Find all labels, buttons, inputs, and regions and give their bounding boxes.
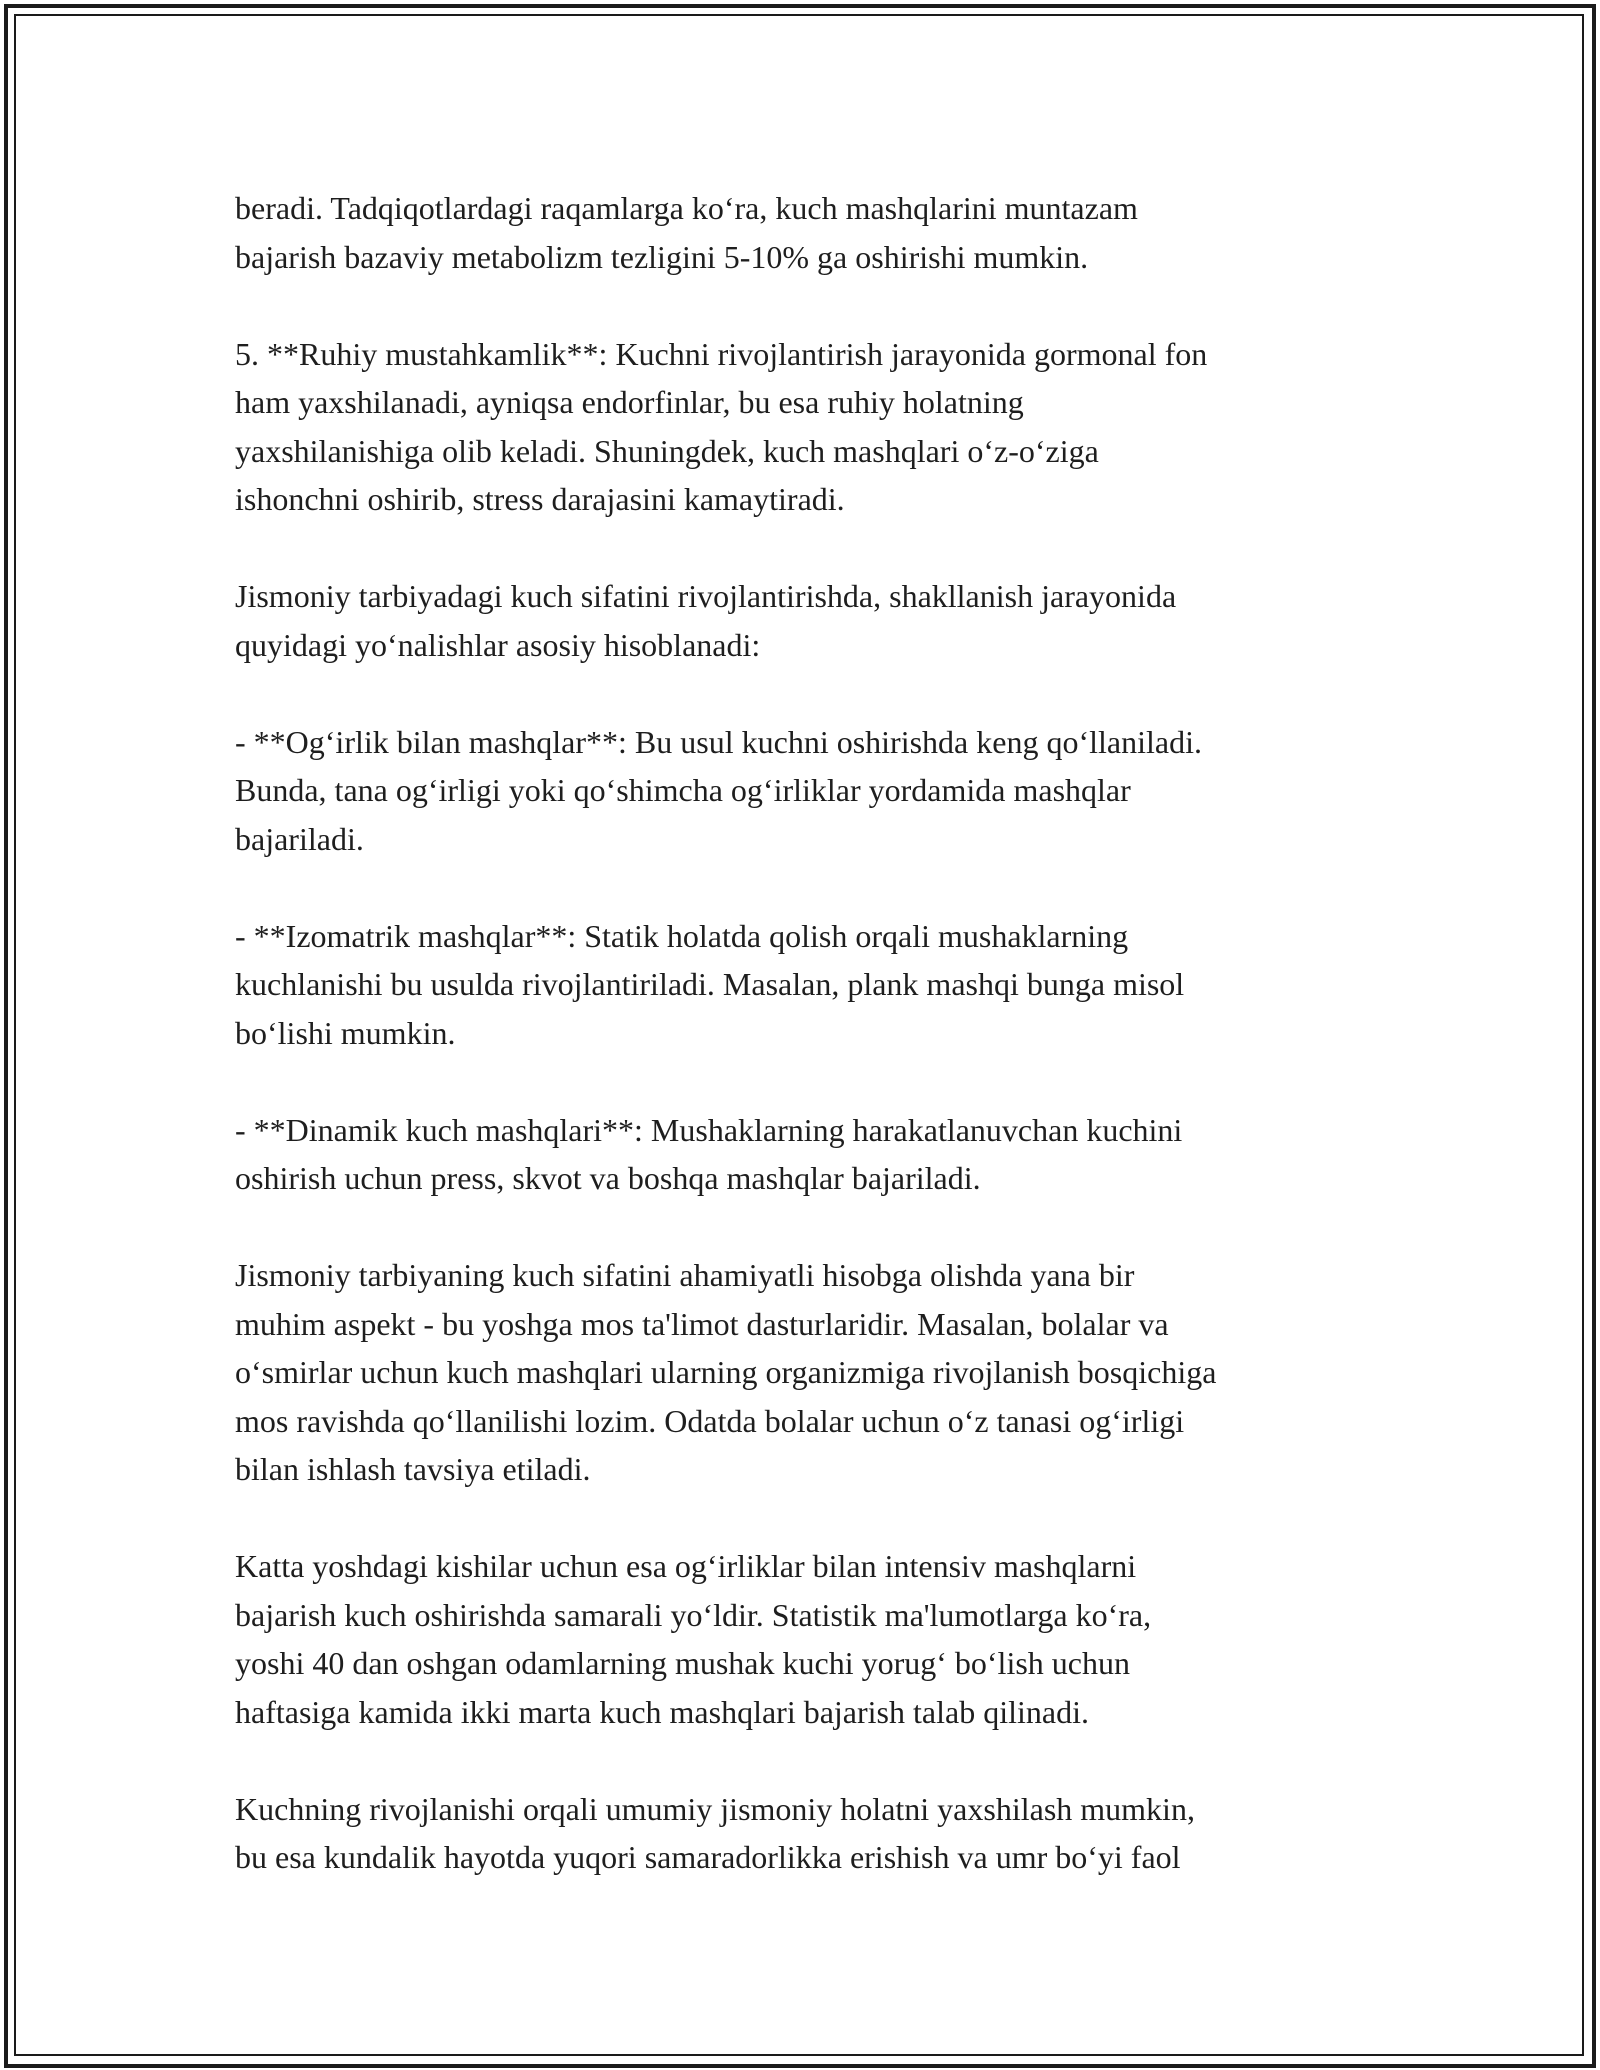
paragraph-conclusion: Kuchning rivojlanishi orqali umumiy jismoniy holatni yaxshilash mumkin, bu esa kundalik hayotda yuqori samaradorlikka erishish va umr bo‘yi faol — [235, 1790, 1195, 1875]
list-item-isometric-exercises: - **Izomatrik mashqlar**: Statik holatda qolish orqali mushaklarning kuchlanishi bu usulda rivojlantiriladi. Masalan, plank mashqi bunga misol bo‘lishi mumkin. — [235, 917, 1185, 1051]
paragraph-metabolism-continuation: beradi. Tadqiqotlardagi raqamlarga ko‘ra, kuch mashqlarini muntazam bajarish bazaviy metabolizm tezligini 5-10% ga oshirishi mumkin. — [235, 190, 1138, 275]
list-item-weight-exercises: - **Og‘irlik bilan mashqlar**: Bu usul kuchni oshirishda keng qo‘llaniladi. Bunda, tana og‘irligi yoki qo‘shimcha og‘irliklar yordamida mashqlar bajariladi. — [235, 723, 1202, 857]
paragraph-directions-intro: Jismoniy tarbiyadagi kuch sifatini rivojlantirishda, shakllanish jarayonida quyidagi yo‘nalishlar asosiy hisoblanadi: — [235, 578, 1177, 663]
document-body — [235, 184, 1385, 1882]
paragraph-age-programs: Jismoniy tarbiyaning kuch sifatini ahamiyatli hisobga olishda yana bir muhim aspekt - bu yoshga mos ta'limot dasturlaridir. Masalan, bolalar va o‘smirlar uchun kuch mashqlari ularning organizmiga rivojlanish bosqichiga mos ravishda qo‘llanilishi lozim. Odatda bolalar uchun o‘z tanasi og‘irligi bilan ishlash tavsiya etiladi. — [235, 1257, 1217, 1487]
paragraph-adults: Katta yoshdagi kishilar uchun esa og‘irliklar bilan intensiv mashqlarni bajarish kuch oshirishda samarali yo‘ldir. Statistik ma'lumotlarga ko‘ra, yoshi 40 dan oshgan odamlarning mushak kuchi yorug‘ bo‘lish uchun haftasiga kamida ikki marta kuch mashqlari bajarish talab qilinadi. — [235, 1548, 1152, 1730]
list-item-dynamic-exercises: - **Dinamik kuch mashqlari**: Mushaklarning harakatlanuvchan kuchini oshirish uchun press, skvot va boshqa mashqlar bajariladi. — [235, 1111, 1183, 1196]
paragraph-mental-resilience: 5. **Ruhiy mustahkamlik**: Kuchni rivojlantirish jarayonida gormonal fon ham yaxshilanadi, ayniqsa endorfinlar, bu esa ruhiy holatning yaxshilanishiga olib keladi. Shuningdek, kuch mashqlari o‘z-o‘ziga ishonchni oshirib, stress darajasini kamaytiradi. — [235, 335, 1208, 517]
